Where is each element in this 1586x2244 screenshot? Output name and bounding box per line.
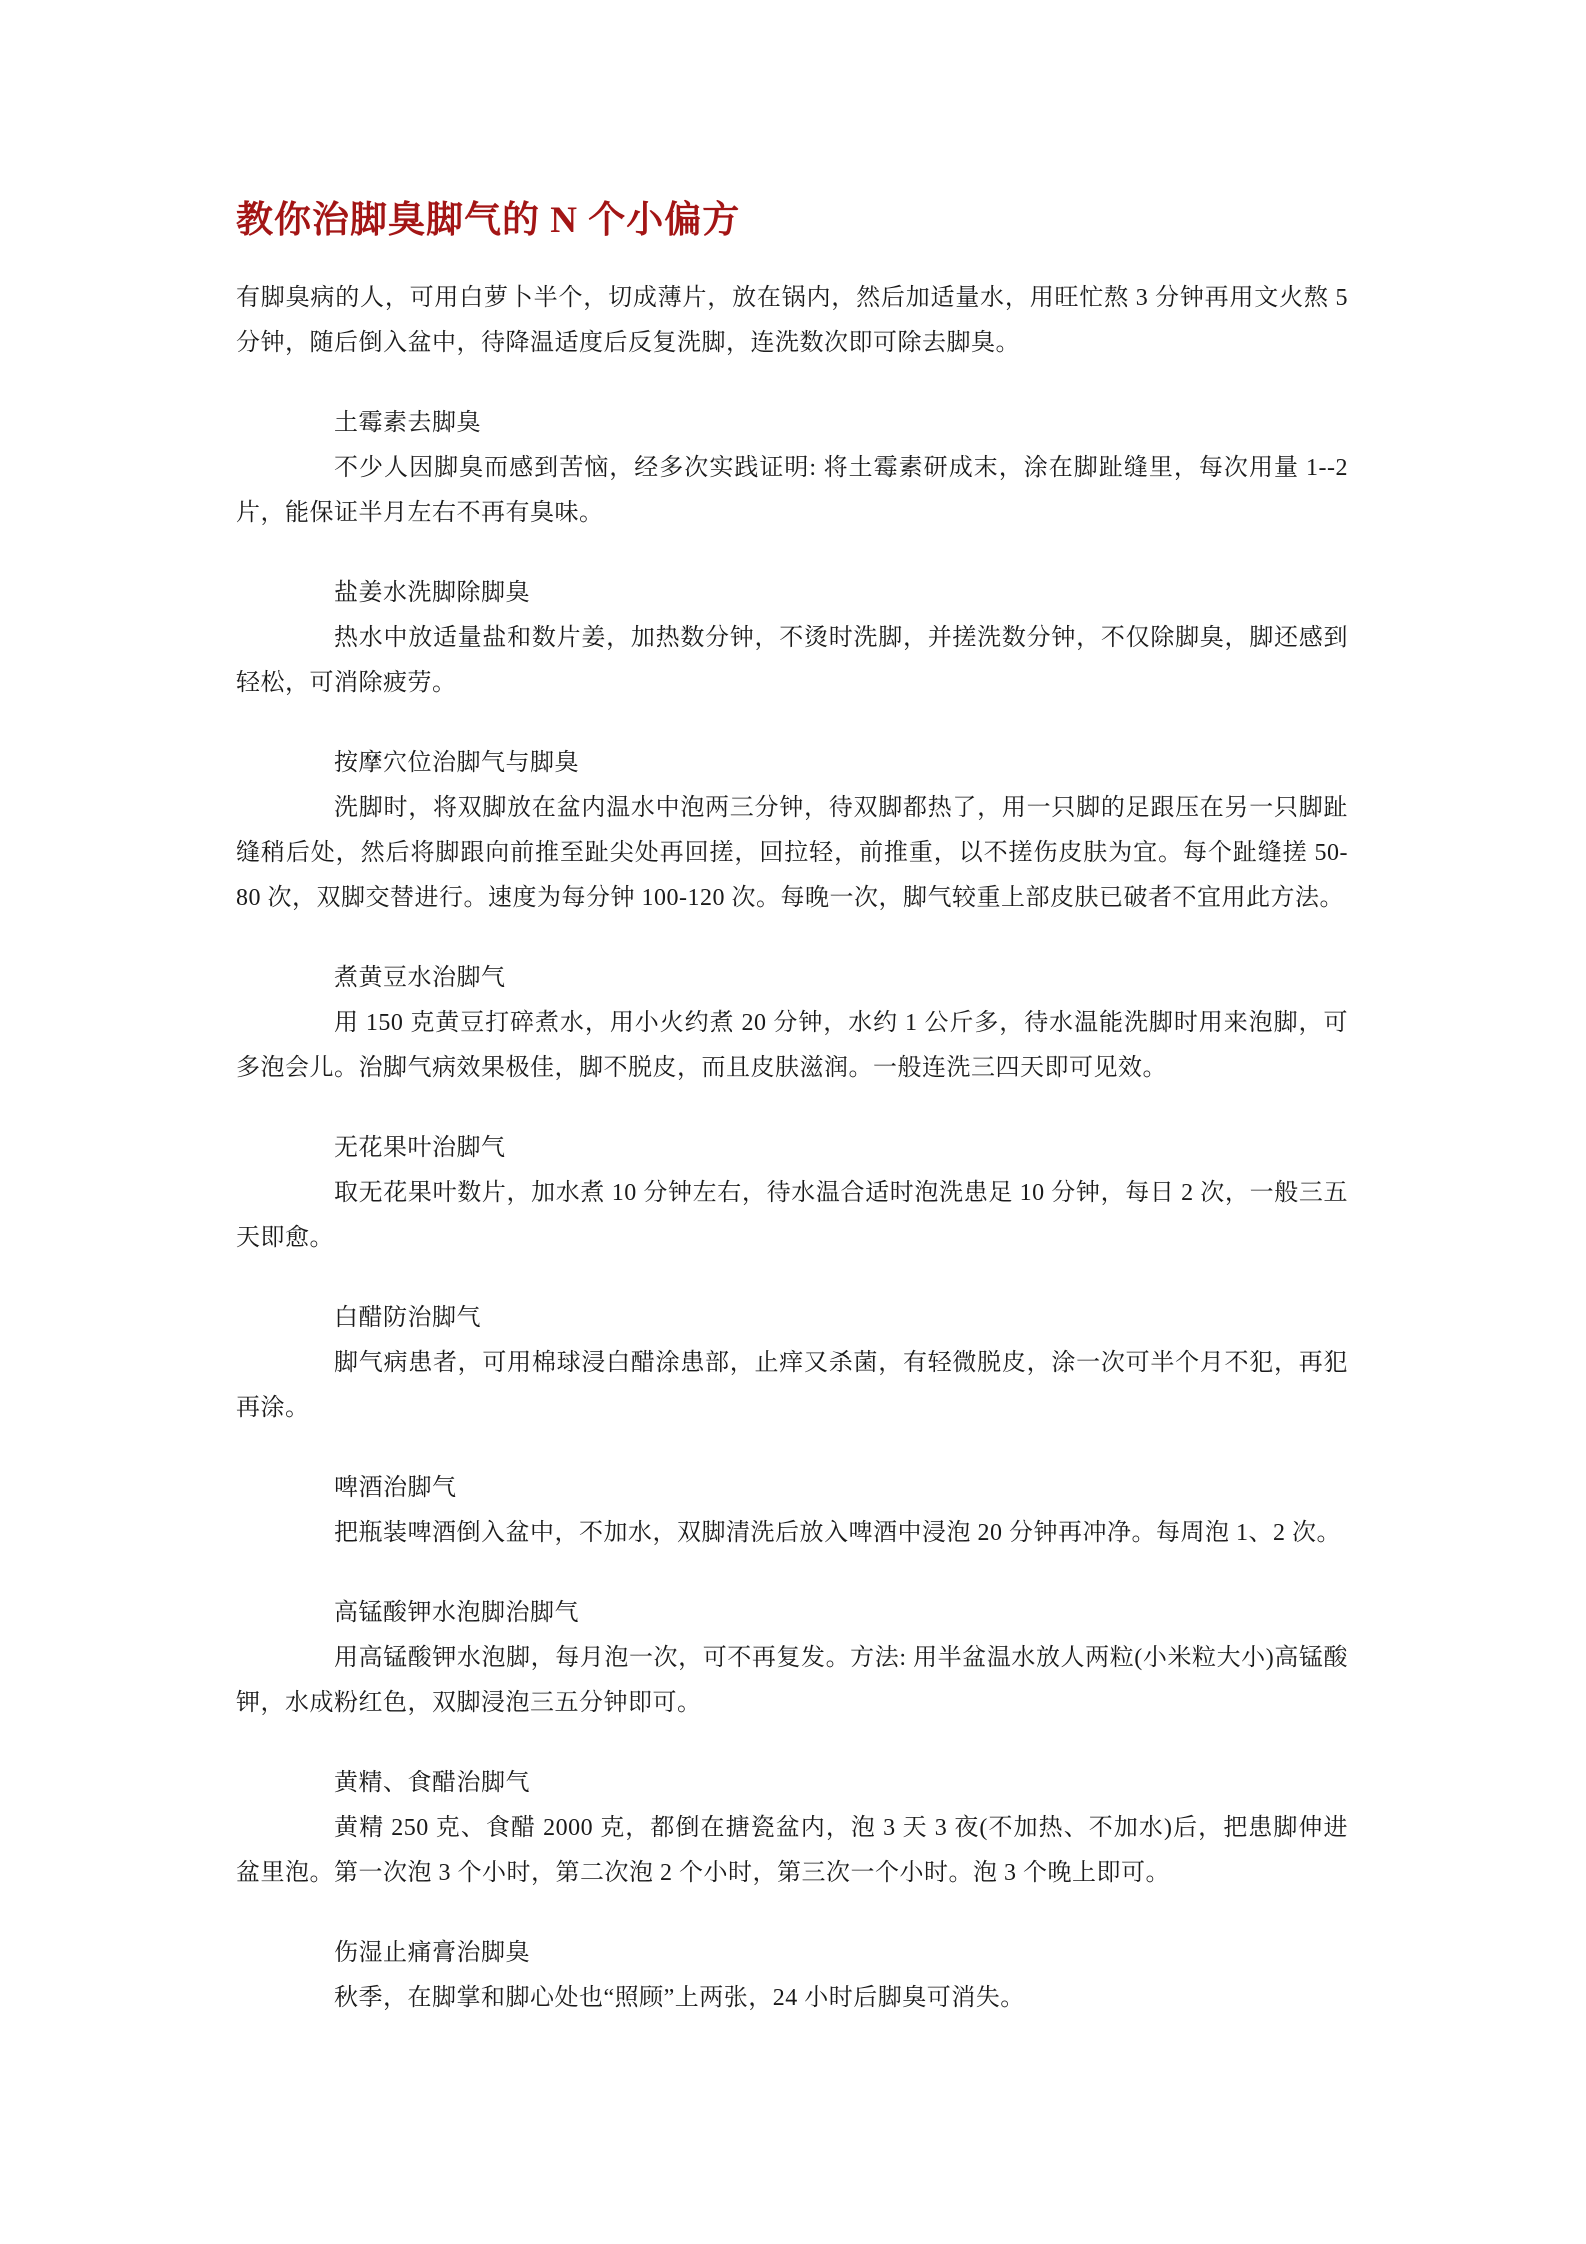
section-body: 脚气病患者，可用棉球浸白醋涂患部，止痒又杀菌，有轻微脱皮，涂一次可半个月不犯，再犯再涂。 [236, 1350, 1348, 1421]
remedy-section-wuhuaguo [236, 1126, 1348, 1261]
section-heading: 按摩穴位治脚气与脚臭 [334, 750, 579, 776]
section-body: 不少人因脚臭而感到苦恼，经多次实践证明: 将土霉素研成末，涂在脚趾缝里，每次用量 1--2 片，能保证半月左右不再有臭味。 [236, 455, 1348, 526]
remedy-section-shangshizhitonggao [236, 1931, 1348, 2021]
remedy-section-tumeisu [236, 401, 1348, 536]
remedy-section-yanjiangshui [236, 571, 1348, 706]
remedy-section-huangjing-shicu [236, 1761, 1348, 1896]
section-heading: 无花果叶治脚气 [334, 1135, 506, 1161]
remedy-section-baicu [236, 1296, 1348, 1431]
section-heading: 高锰酸钾水泡脚治脚气 [334, 1600, 579, 1626]
section-heading: 土霉素去脚臭 [334, 410, 481, 436]
intro-paragraph: 有脚臭病的人，可用白萝卜半个，切成薄片，放在锅内，然后加适量水，用旺忙熬 3 分钟再用文火熬 5 分钟，随后倒入盆中，待降温适度后反复洗脚，连洗数次即可除去脚臭。 [236, 285, 1348, 356]
section-heading: 啤酒治脚气 [334, 1475, 457, 1501]
remedy-section-pijiu [236, 1466, 1348, 1556]
remedy-section-anmo [236, 741, 1348, 921]
page-title: 教你治脚臭脚气的 N 个小偏方 [236, 200, 741, 241]
section-heading: 煮黄豆水治脚气 [334, 965, 506, 991]
section-heading: 黄精、食醋治脚气 [334, 1770, 530, 1796]
section-heading: 盐姜水洗脚除脚臭 [334, 580, 530, 606]
section-heading: 白醋防治脚气 [334, 1305, 481, 1331]
section-body: 黄精 250 克、食醋 2000 克，都倒在搪瓷盆内，泡 3 天 3 夜(不加热、不加水)后，把患脚伸进盆里泡。第一次泡 3 个小时，第二次泡 2 个小时，第三次一个小时。泡 3 个晚上即可。 [236, 1815, 1348, 1886]
document-content [236, 0, 1348, 2021]
section-body: 洗脚时，将双脚放在盆内温水中泡两三分钟，待双脚都热了，用一只脚的足跟压在另一只脚趾缝稍后处，然后将脚跟向前推至趾尖处再回搓，回拉轻，前推重，以不搓伤皮肤为宜。每个趾缝搓 50-80 次，双脚交替进行。速度为每分钟 100-120 次。每晚一次，脚气较重上部皮肤已破者不宜用此方法。 [236, 795, 1348, 911]
section-body: 取无花果叶数片，加水煮 10 分钟左右，待水温合适时泡洗患足 10 分钟，每日 2 次，一般三五天即愈。 [236, 1180, 1348, 1251]
remedy-section-zhuhuangdou [236, 956, 1348, 1091]
section-heading: 伤湿止痛膏治脚臭 [334, 1940, 530, 1966]
remedy-section-gaomengsuanjia [236, 1591, 1348, 1726]
section-body: 用高锰酸钾水泡脚，每月泡一次，可不再复发。方法: 用半盆温水放人两粒(小米粒大小)高锰酸钾，水成粉红色，双脚浸泡三五分钟即可。 [236, 1645, 1348, 1716]
section-body: 热水中放适量盐和数片姜，加热数分钟，不烫时洗脚，并搓洗数分钟，不仅除脚臭，脚还感到轻松，可消除疲劳。 [236, 625, 1348, 696]
section-body: 用 150 克黄豆打碎煮水，用小火约煮 20 分钟，水约 1 公斤多，待水温能洗脚时用来泡脚，可多泡会儿。治脚气病效果极佳，脚不脱皮，而且皮肤滋润。一般连洗三四天即可见效。 [236, 1010, 1348, 1081]
section-body: 把瓶装啤酒倒入盆中，不加水，双脚清洗后放入啤酒中浸泡 20 分钟再冲净。每周泡 1、2 次。 [334, 1520, 1341, 1546]
section-body: 秋季，在脚掌和脚心处也“照顾”上两张，24 小时后脚臭可消失。 [334, 1985, 1025, 2011]
